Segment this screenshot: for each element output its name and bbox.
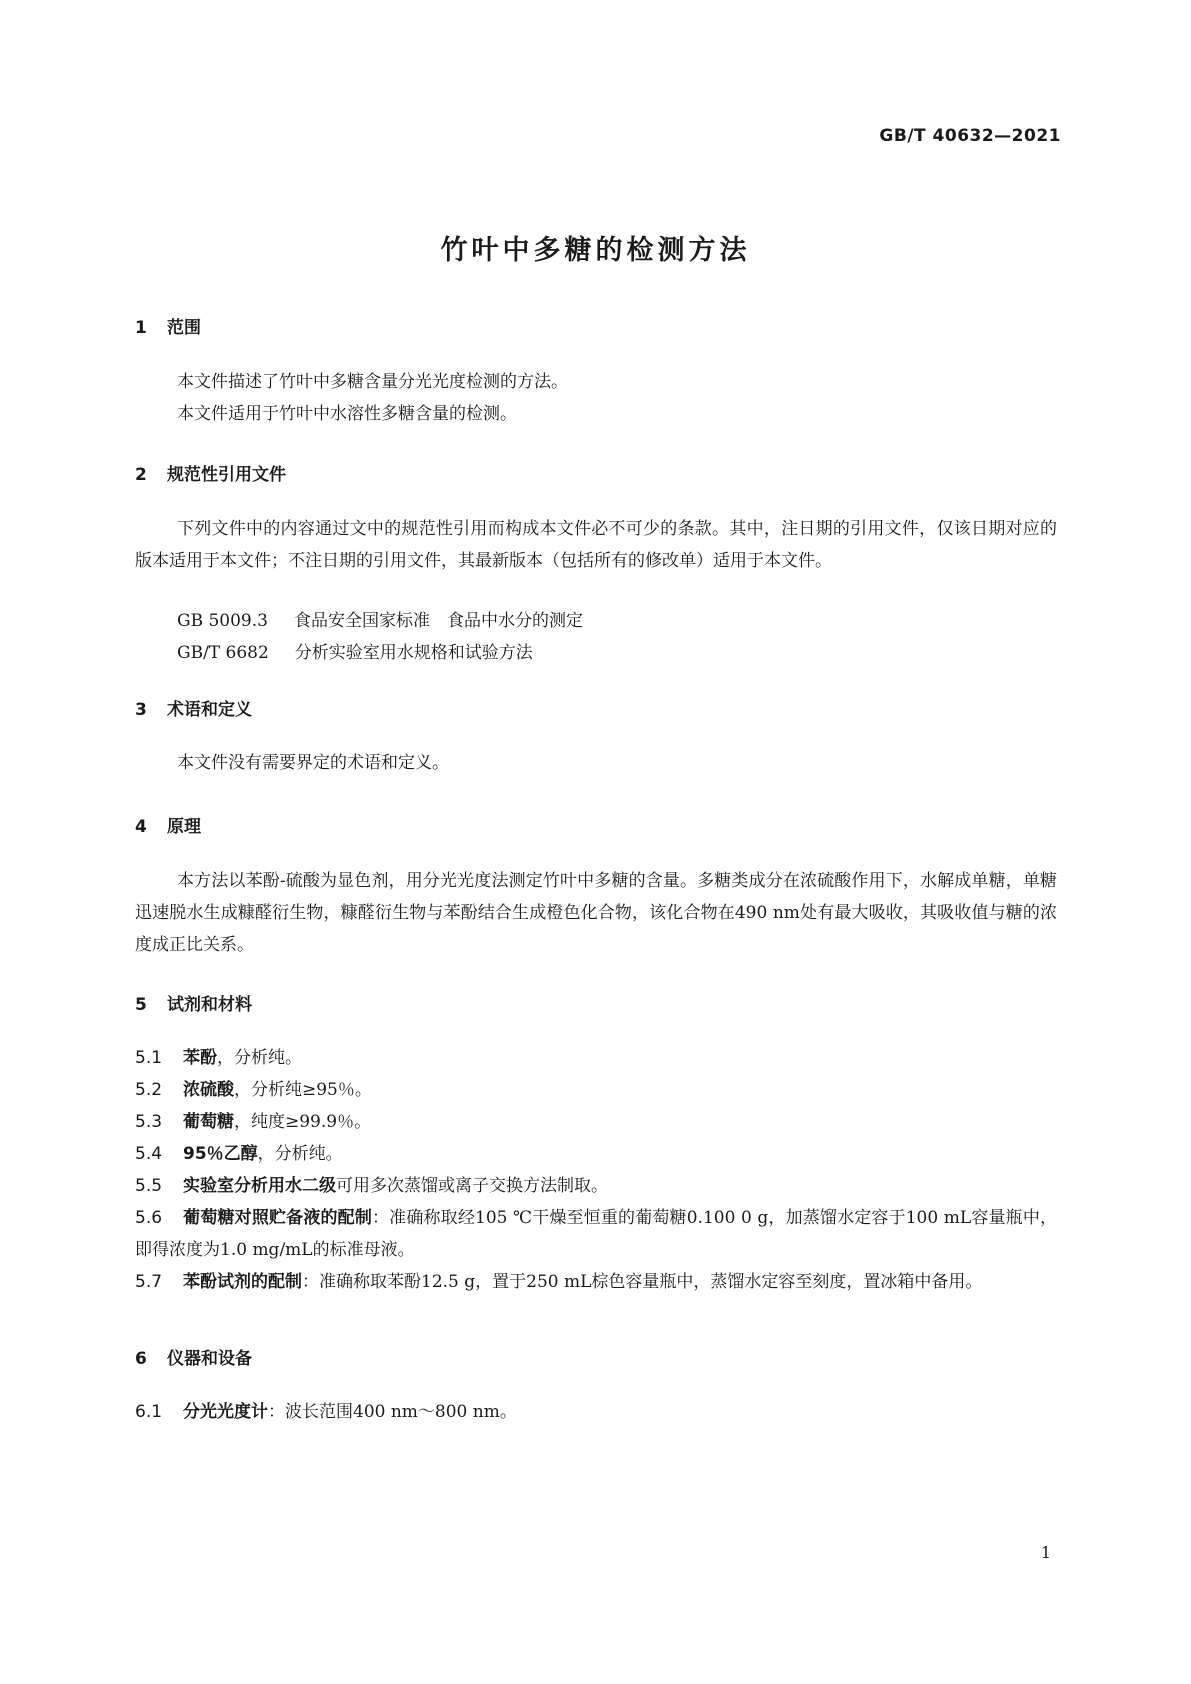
equipment-item: [135, 1396, 1057, 1428]
item-text: ，分析纯。: [257, 1144, 343, 1164]
item-keyword: 浓硫酸: [183, 1080, 234, 1100]
item-text: ：波长范围400 nm～800 nm。: [268, 1402, 517, 1422]
section-2-heading: [135, 460, 286, 485]
section-title: 范围: [167, 318, 201, 338]
reagent-item: [135, 1170, 1057, 1202]
section-1-heading: [135, 313, 201, 338]
item-number: 5.6: [135, 1208, 163, 1228]
item-number: 5.7: [135, 1272, 163, 1292]
item-text: ，分析纯≥95％。: [234, 1080, 372, 1100]
reagent-item: [135, 1202, 1057, 1266]
section-6-heading: [135, 1344, 252, 1369]
document-title: 竹叶中多糖的检测方法: [440, 235, 751, 266]
section-title: 仪器和设备: [167, 1349, 252, 1369]
section-title: 术语和定义: [167, 700, 252, 720]
item-number: 6.1: [135, 1402, 163, 1422]
section-1-paragraph-2: 本文件适用于竹叶中水溶性多糖含量的检测。: [177, 404, 517, 424]
item-keyword: 苯酚: [183, 1048, 217, 1068]
item-text: ，纯度≥99.9％。: [234, 1112, 372, 1132]
reference-title: 食品安全国家标准 食品中水分的测定: [293, 611, 583, 631]
item-keyword: 实验室分析用水二级: [183, 1176, 336, 1196]
reference-title: 分析实验室用水规格和试验方法: [294, 643, 533, 663]
item-number: 5.3: [135, 1112, 163, 1132]
section-number: 6: [135, 1349, 147, 1369]
section-3-paragraph: 本文件没有需要界定的术语和定义。: [177, 753, 449, 773]
section-title: 试剂和材料: [167, 995, 252, 1015]
item-text: ：准确称取苯酚12.5 g，置于250 mL棕色容量瓶中，蒸馏水定容至刻度，置冰箱中备用。: [302, 1272, 983, 1292]
item-number: 5.2: [135, 1080, 163, 1100]
section-number: 4: [135, 817, 147, 837]
standard-number: GB/T 40632—2021: [879, 126, 1061, 146]
reference-code: GB 5009.3: [177, 611, 268, 631]
section-number: 1: [135, 318, 147, 338]
item-keyword: 分光光度计: [183, 1402, 268, 1422]
item-keyword: 葡萄糖: [183, 1112, 234, 1132]
item-text: ，分析纯。: [217, 1048, 302, 1068]
item-keyword: 苯酚试剂的配制: [183, 1272, 302, 1292]
item-text: 可用多次蒸馏或离子交换方法制取。: [336, 1176, 608, 1196]
item-number: 5.5: [135, 1176, 163, 1196]
item-keyword: 葡萄糖对照贮备液的配制: [183, 1208, 373, 1228]
section-3-heading: [135, 695, 252, 720]
section-number: 2: [135, 465, 147, 485]
item-keyword: 95％乙醇: [183, 1144, 258, 1164]
item-text: ：准确称取经105 ℃干燥至恒重的葡萄糖0.100 0 g，加蒸馏水定容于100 mL容量瓶中，即得浓度为1.0 mg/mL的标准母液。: [135, 1208, 1057, 1260]
reagent-item: [135, 1266, 1057, 1298]
reference-item: [177, 606, 583, 631]
section-title: 原理: [167, 817, 201, 837]
item-number: 5.4: [135, 1144, 163, 1164]
section-5-heading: [135, 990, 252, 1015]
item-number: 5.1: [135, 1048, 163, 1068]
reagent-item: [135, 1106, 1057, 1138]
reference-code: GB/T 6682: [177, 643, 269, 663]
section-number: 3: [135, 700, 147, 720]
section-1-paragraph-1: 本文件描述了竹叶中多糖含量分光光度检测的方法。: [177, 372, 568, 392]
page-number: 1: [1040, 1543, 1051, 1562]
reagent-item: [135, 1042, 1057, 1074]
section-2-intro: 下列文件中的内容通过文中的规范性引用而构成本文件必不可少的条款。其中，注日期的引用文件，仅该日期对应的版本适用于本文件；不注日期的引用文件，其最新版本（包括所有的修改单）适用于本文件。: [135, 519, 1057, 571]
section-title: 规范性引用文件: [167, 465, 286, 485]
reagent-item: [135, 1074, 1057, 1106]
reference-item: [177, 638, 533, 663]
section-4-paragraph: 本方法以苯酚-硫酸为显色剂，用分光光度法测定竹叶中多糖的含量。多糖类成分在浓硫酸作用下，水解成单糖，单糖迅速脱水生成糠醛衍生物，糠醛衍生物与苯酚结合生成橙色化合物，该化合物在490 nm处有最大吸收，其吸收值与糖的浓度成正比关系。: [135, 871, 1057, 955]
reagent-item: [135, 1138, 1057, 1170]
section-4-heading: [135, 812, 201, 837]
section-number: 5: [135, 995, 147, 1015]
